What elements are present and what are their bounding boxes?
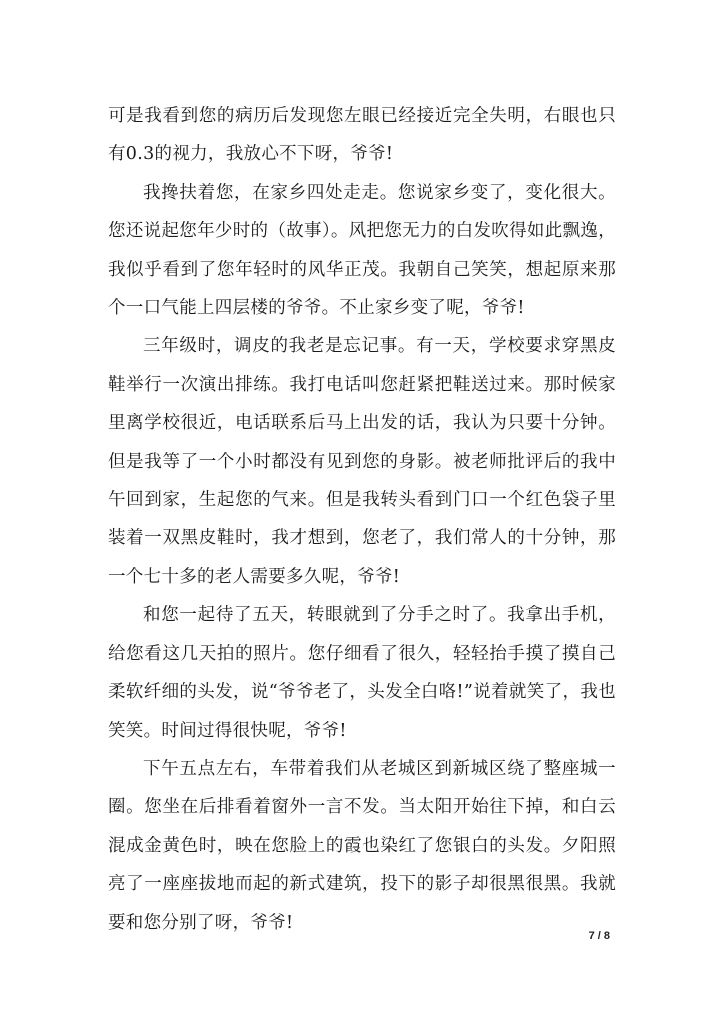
document-body	[108, 97, 616, 942]
paragraph-3: 三年级时，调皮的我老是忘记事。有一天，学校要求穿黑皮鞋举行一次演出排练。我打电话叫您赶紧把鞋送过来。那时候家里离学校很近，电话联系后马上出发的话，我认为只要十分钟。但是我等了一个小时都没有见到您的身影。被老师批评后的我中午回到家，生起您的气来。但是我转头看到门口一个红色袋子里装着一双黑皮鞋时，我才想到，您老了，我们常人的十分钟，那一个七十多的老人需要多久呢，爷爷!	[108, 336, 616, 587]
paragraph-1: 可是我看到您的病历后发现您左眼已经接近完全失明，右眼也只有0.3的视力，我放心不下呀，爷爷!	[108, 106, 616, 165]
paragraph-5: 下午五点左右，车带着我们从老城区到新城区绕了整座城一圈。您坐在后排看着窗外一言不发。当太阳开始往下掉，和白云混成金黄色时，映在您脸上的霞也染红了您银白的头发。夕阳照亮了一座座拔地而起的新式建筑，投下的影子却很黑很黑。我就要和您分别了呀，爷爷!	[108, 758, 616, 933]
paragraph-2: 我搀扶着您，在家乡四处走走。您说家乡变了，变化很大。您还说起您年少时的（故事）。风把您无力的白发吹得如此飘逸，我似乎看到了您年轻时的风华正茂。我朝自己笑笑，想起原来那个一口气能上四层楼的爷爷。不止家乡变了呢，爷爷!	[108, 182, 616, 319]
paragraph-4: 和您一起待了五天，转眼就到了分手之时了。我拿出手机，给您看这几天拍的照片。您仔细看了很久，轻轻抬手摸了摸自己柔软纤细的头发，说“爷爷老了，头发全白咯!”说着就笑了，我也笑笑。时间过得很快呢，爷爷!	[108, 605, 616, 741]
page-number: 7 / 8	[588, 930, 610, 942]
